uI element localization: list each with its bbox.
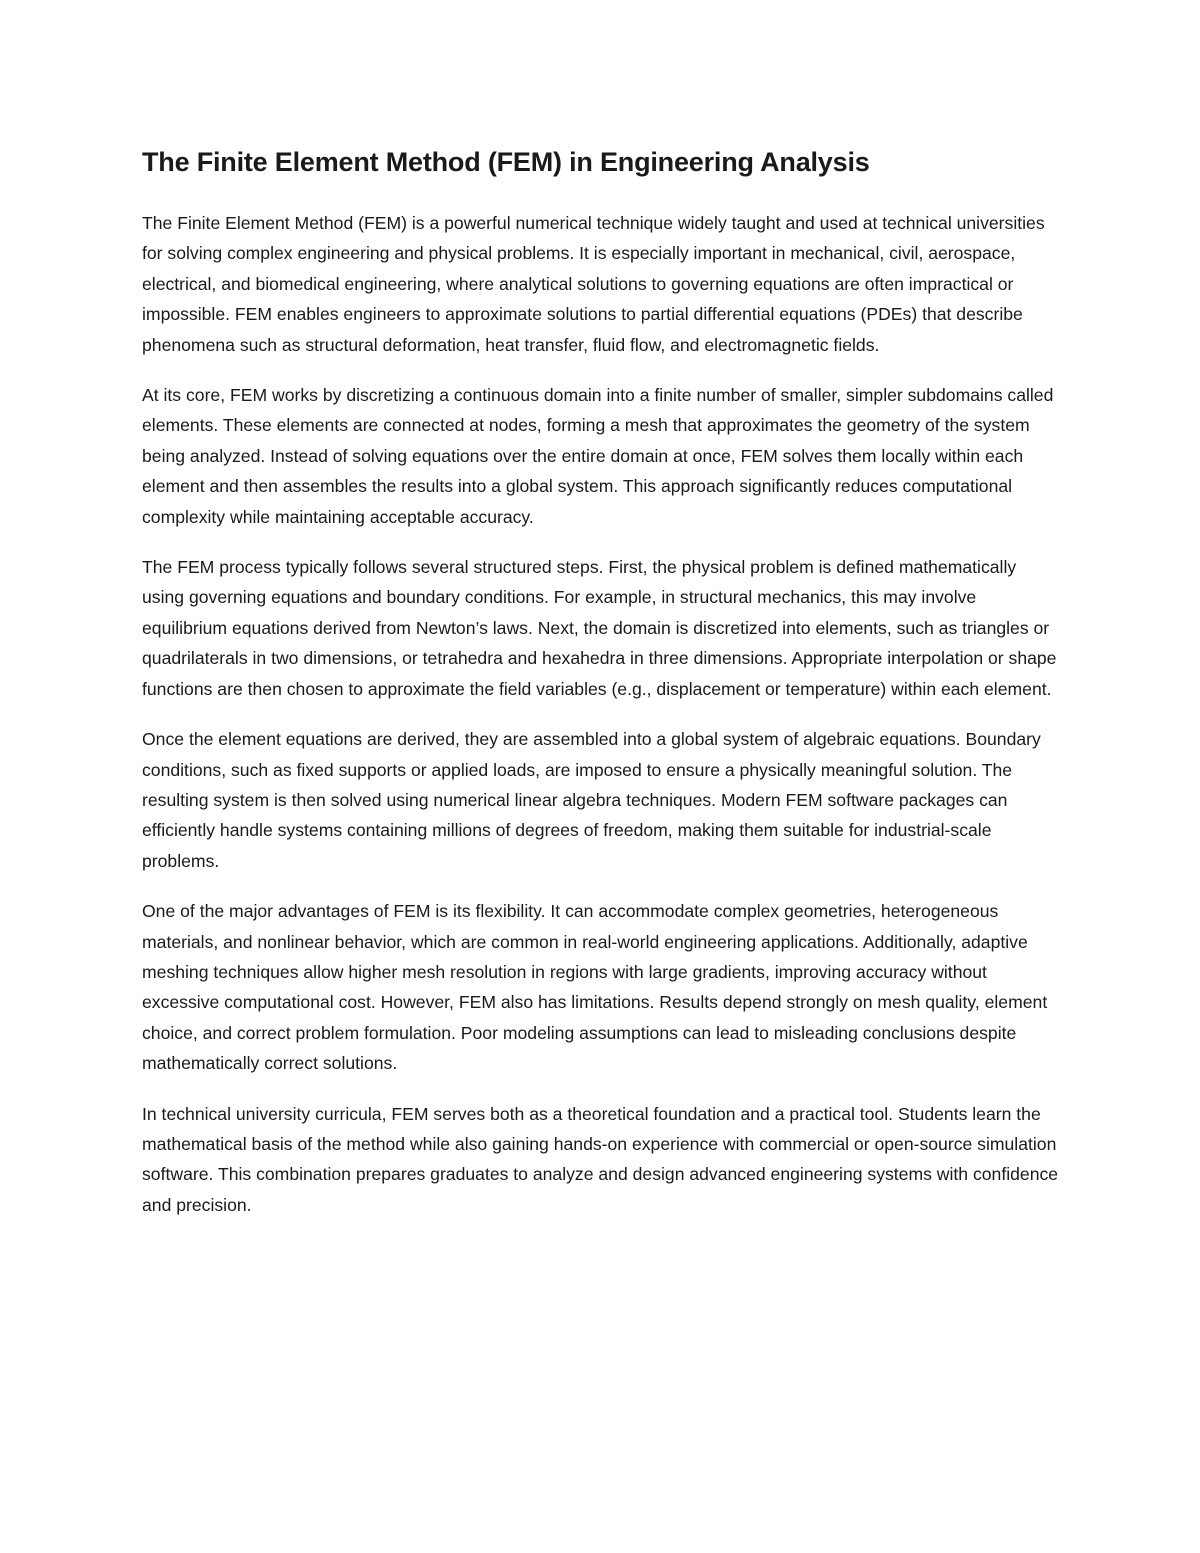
paragraph-introduction: The Finite Element Method (FEM) is a powerful numerical technique widely taught and used at technical universities for solving complex engineering and physical problems. It is especially important in mechanical, civil, aerospace, electrical, and biomedical engineering, where analytical solutions to governing equations are often impractical or impossible. FEM enables engineers to approximate solutions to partial differential equations (PDEs) that describe phenomena such as structural deformation, heat transfer, fluid flow, and electromagnetic fields. (142, 213, 1045, 355)
paragraph-process-steps: The FEM process typically follows several structured steps. First, the physical problem is defined mathematically using governing equations and boundary conditions. For example, in structural mechanics, this may involve equilibrium equations derived from Newton’s laws. Next, the domain is discretized into elements, such as triangles or quadrilaterals in two dimensions, or tetrahedra and hexahedra in three dimensions. Appropriate interpolation or shape functions are then chosen to approximate the field variables (e.g., displacement or temperature) within each element. (142, 557, 1057, 699)
document-title: The Finite Element Method (FEM) in Engineering Analysis (142, 147, 870, 177)
paragraph-core-concept: At its core, FEM works by discretizing a continuous domain into a finite number of smaller, simpler subdomains called elements. These elements are connected at nodes, forming a mesh that approximates the geometry of the system being analyzed. Instead of solving equations over the entire domain at once, FEM solves them locally within each element and then assembles the results into a global system. This approach significantly reduces computational complexity while maintaining acceptable accuracy. (142, 385, 1054, 527)
paragraph-curricula: In technical university curricula, FEM serves both as a theoretical foundation and a practical tool. Students learn the mathematical basis of the method while also gaining hands-on experience with commercial or open-source simulation software. This combination prepares graduates to analyze and design advanced engineering systems with confidence and precision. (142, 1103, 1059, 1215)
paragraph-assembly-solution: Once the element equations are derived, they are assembled into a global system of algebraic equations. Boundary conditions, such as fixed supports or applied loads, are imposed to ensure a physically meaningful solution. The resulting system is then solved using numerical linear algebra techniques. Modern FEM software packages can efficiently handle systems containing millions of degrees of freedom, making them suitable for industrial-scale problems. (142, 729, 1041, 871)
paragraph-advantages-limitations: One of the major advantages of FEM is its flexibility. It can accommodate complex geometries, heterogeneous materials, and nonlinear behavior, which are common in real-world engineering applications. Additionally, adaptive meshing techniques allow higher mesh resolution in regions with large gradients, improving accuracy without excessive computational cost. However, FEM also has limitations. Results depend strongly on mesh quality, element choice, and correct problem formulation. Poor modeling assumptions can lead to misleading conclusions despite mathematically correct solutions. (142, 901, 1048, 1074)
